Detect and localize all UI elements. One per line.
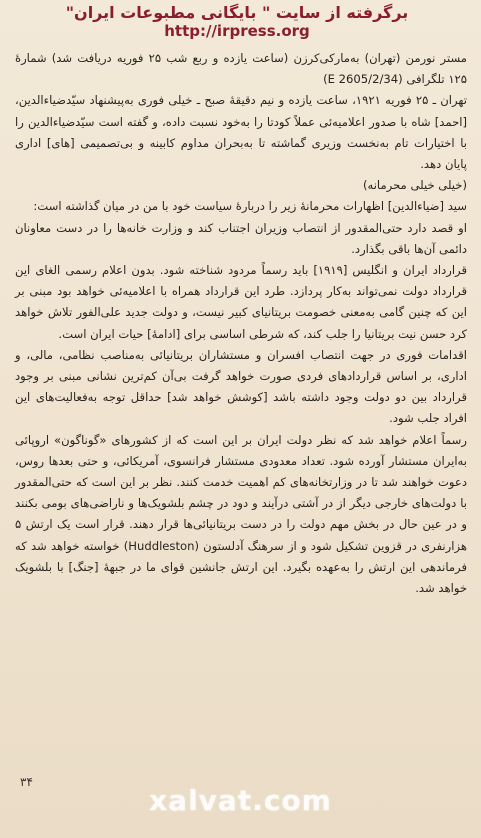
paragraph: تهران ـ ۲۵ فوریه ۱۹۲۱، ساعت یازده و نیم دقیقهٔ صبح ـ خیلی فوری به‌پیشنهاد سیّدضیاءالدین، [احمد] شاه با صدور اعلامیه‌ئی عملاً کودتا را به‌خود نسبت داده، و گفته است سیّدضیاءالدین را با اختیارات تام به‌نخست وزیری گماشته تا به‌بحران مداوم کابینه و بی‌تصمیمی [های] اداری پایان دهد. (15, 93, 467, 172)
source-url[interactable]: http://irpress.org (164, 22, 310, 40)
page-number: ۳۴ (20, 775, 33, 789)
source-title: برگرفته از سایت " بایگانی مطبوعات ایران" (65, 3, 409, 22)
paragraph: (خیلی خیلی محرمانه) (362, 178, 467, 193)
paragraph: رسماً اعلام خواهد شد که نظر دولت ایران بر این است که از کشورهای «گوناگون» اروپائی به‌ایران مستشار آورده شود. تعداد معدودی مستشار فرانسوی، آمریکائی، و حتی بعدها روس، دعوت خواهند شد تا در وزارتخانه‌های کم اهمیت خدمت کنند. نظر بر این است که حتی‌المقدور با دولت‌های خارجی دیگر از در آشتی درآیند و دود در چشم بلشویک‌ها و ناراضی‌های بومی بکنند و در عین حال در بخش مهم دولت را در دست بریتانیائی‌ها قرار دهند. قرار است یک ارتش ۵ هزارنفری در قزوین تشکیل شود و از سرهنگ آدلستون (Huddleston) خواسته خواهد شد که فرماندهی این ارتش را به‌عهده بگیرد. این ارتش جانشین قوای ما در جبههٔ [جنگ] با بلشویک خواهد شد. (15, 432, 467, 596)
watermark: xalvat.com (149, 784, 332, 817)
paragraph: مستر نورمن (تهران) به‌مارکی‌کرزن (ساعت یازده و ربع شب ۲۵ فوریه دریافت شد) شمارهٔ ۱۲۵ تلگرافی (E 2605/2/34) (15, 51, 467, 87)
document-body (15, 48, 467, 599)
paragraph: او قصد دارد حتی‌المقدور از انتصاب وزیران اجتناب کند و وزارت خانه‌ها را در دست معاونان دائمی آن‌ها باقی بگذارد. (15, 220, 467, 256)
source-header (7, 4, 467, 40)
paragraph: قرارداد ایران و انگلیس [۱۹۱۹] باید رسماً مردود شناخته شود. بدون اعلام رسمی الغای این قرارداد دولت نمی‌تواند به‌کار پردازد. طرد این قرارداد همراه با اعلامیه‌ئی خواهد بود مبنی بر این که چنین گامی به‌معنی خصومت بریتانیای کبیر نیست، و دولت جدید علی‌الفور تلاش خواهد کرد حسن نیت بریتانیا را جلب کند، که شرطی اساسی برای [ادامهٔ] حیات ایران است. (15, 263, 467, 341)
paragraph: سید [ضیاءالدین] اظهارات محرمانهٔ زیر را دربارهٔ سیاست خود با من در میان گذاشته است: (33, 199, 467, 214)
paragraph: اقدامات فوری در جهت انتصاب افسران و مستشاران بریتانیائی به‌مناصب نظامی، مالی، و اداری، بر اساس قراردادهای فردی صورت خواهد گرفت بی‌آن کم‌ترین نشانی مبنی بر وجود قرارداد بین دو دولت وجود داشته باشد [کوشش خواهد شد] حداقل توجه به‌فعالیت‌های این افراد جلب شود. (15, 347, 467, 426)
